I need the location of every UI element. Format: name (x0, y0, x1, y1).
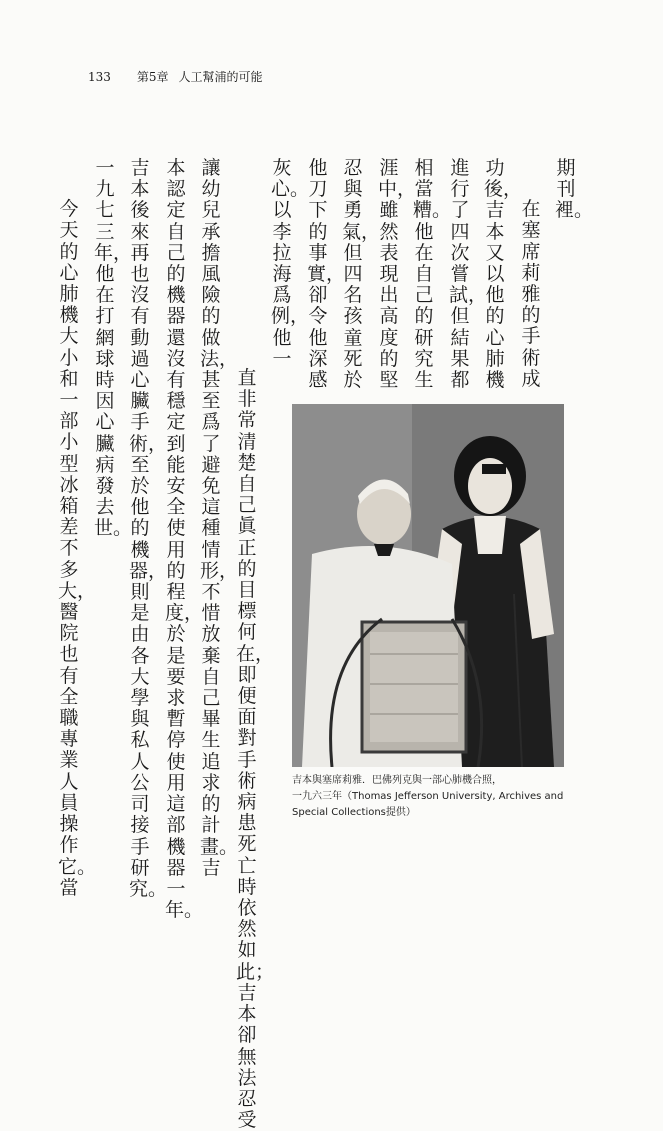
historical-photo (292, 404, 564, 767)
caption-line-2: 一九六三年（Thomas Jefferson University, Archives and (292, 791, 564, 802)
text-column-12: 本認定自己的機器還沒有穩定到能安全使用的程度，於是要求暫停使用這部機器一年。 (165, 157, 204, 922)
text-column-1: 期刊裡。 (555, 157, 594, 222)
text-column-14: 一九七三年，他在打網球時因心臟病發去世。 (94, 157, 133, 540)
text-column-5: 相當糟。他在自己的研究生 (413, 157, 452, 392)
text-column-10: 直非常清楚自己眞正的目標何在，即便面對手術病患死亡時依然如此；吉本卻無法忍受 (236, 367, 275, 1131)
running-header (88, 68, 263, 85)
photo-caption (292, 773, 582, 821)
text-column-3: 功後，吉本又以他的心肺機 (484, 157, 523, 392)
text-column-2: 在塞席莉雅的手術成 (521, 177, 541, 390)
page-number: 133 (88, 70, 111, 84)
photo-illustration (292, 404, 564, 767)
text-column-13: 吉本後來再也沒有動過心臟手術，至於他的機器，則是由各大學與私人公司接手研究。 (129, 157, 168, 900)
chapter-title: 人工幫浦的可能 (178, 70, 263, 84)
chapter-label: 第5章 (136, 70, 169, 84)
text-column-7: 忍與勇氣，但四名孩童死於 (342, 157, 381, 392)
caption-line-1: 吉本與塞席莉雅．巴佛列克與一部心肺機合照， (292, 775, 502, 786)
text-column-6: 涯中，雖然表現出高度的堅 (378, 157, 417, 392)
text-column-15: 今天的心肺機大小和一部小型冰箱差不多大，醫院也有全職專業人員操作它。當 (58, 177, 97, 899)
text-column-9: 灰心。以李拉海爲例，他一 (271, 157, 310, 370)
caption-line-3: Special Collections提供） (292, 807, 416, 818)
text-column-8: 他刀下的事實，卻令他深感 (307, 157, 346, 392)
text-column-4: 進行了四次嘗試，但結果都 (449, 157, 488, 392)
text-column-11: 讓幼兒承擔風險的做法，甚至爲了避免這種情形，不惜放棄自己畢生追求的計畫。吉 (200, 157, 239, 879)
